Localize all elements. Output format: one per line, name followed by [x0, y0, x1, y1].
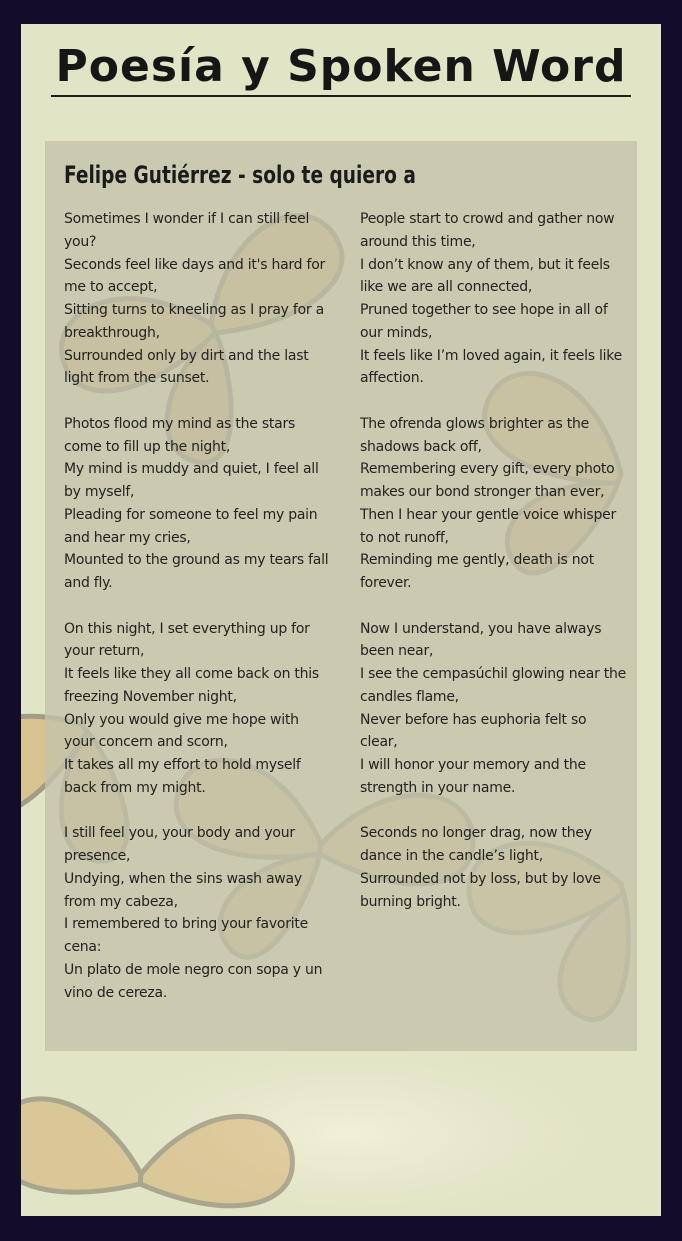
stanza — [64, 208, 332, 390]
poem-line: I still feel you, your body and your presence, — [64, 825, 295, 864]
poem-line: The ofrenda glows brighter as the shadows back off, — [360, 415, 590, 455]
poem-line: Surrounded not by loss, but by love burning bright. — [360, 870, 601, 910]
poem-line: Sitting turns to kneeling as I pray for a breakthrough, — [64, 302, 324, 341]
stanza — [360, 618, 628, 800]
poem-line: Mounted to the ground as my tears fall and fly. — [64, 552, 329, 591]
poem-line: Un plato de mole negro con sopa y un vino de cereza. — [64, 961, 323, 1001]
page-title: Poesía y Spoken Word — [55, 41, 627, 92]
stanza — [64, 822, 332, 1004]
poem-line: I remembered to bring your favorite cena: — [64, 916, 308, 955]
poem-column-right — [360, 208, 628, 936]
poem-title: Felipe Gutiérrez - solo te quiero a — [64, 161, 416, 189]
stanza — [64, 618, 332, 800]
poem-line: I see the cempasúchil glowing near the candles flame, — [360, 666, 626, 705]
poem-line: It feels like I’m loved again, it feels like affection. — [360, 347, 622, 387]
stanza — [360, 822, 628, 913]
poem-line: Undying, when the sins wash away from my cabeza, — [64, 870, 302, 910]
poem-line: Sometimes I wonder if I can still feel you? — [64, 211, 310, 250]
poem-line: Seconds feel like days and it's hard for me to accept, — [64, 256, 326, 296]
poem-line: Pruned together to see hope in all of our minds, — [360, 302, 608, 341]
poem-line: Then I hear your gentle voice whisper to not runoff, — [360, 506, 616, 546]
poem-line: Never before has euphoria felt so clear, — [360, 711, 587, 751]
poem-line: Reminding me gently, death is not forever. — [360, 552, 594, 591]
stanza — [64, 413, 332, 595]
poem-line: It takes all my effort to hold myself back from my might. — [64, 757, 301, 796]
poem-line: Now I understand, you have always been near, — [360, 620, 602, 660]
poem-line: Seconds no longer drag, now they dance in the candle’s light, — [360, 825, 592, 864]
poem-line: Photos flood my mind as the stars come to fill up the night, — [64, 415, 295, 455]
poem-line: Surrounded only by dirt and the last light from the sunset. — [64, 347, 309, 387]
poem-line: Pleading for someone to feel my pain and hear my cries, — [64, 506, 318, 546]
stanza — [360, 413, 628, 595]
poem-column-left — [64, 208, 332, 1027]
poem-line: Only you would give me hope with your concern and scorn, — [64, 711, 299, 751]
poem-line: I will honor your memory and the strength in your name. — [360, 757, 586, 796]
poem-line: It feels like they all come back on this freezing November night, — [64, 666, 319, 705]
poem-card — [45, 141, 637, 1051]
title-divider — [51, 95, 631, 97]
poem-line: Remembering every gift, every photo makes our bond stronger than ever, — [360, 461, 615, 500]
page — [21, 24, 661, 1216]
poem-line: I don’t know any of them, but it feels like we are all connected, — [360, 256, 610, 296]
stanza — [360, 208, 628, 390]
poem-line: On this night, I set everything up for your return, — [64, 620, 310, 660]
poem-line: My mind is muddy and quiet, I feel all by myself, — [64, 461, 319, 500]
poem-line: People start to crowd and gather now around this time, — [360, 211, 615, 250]
